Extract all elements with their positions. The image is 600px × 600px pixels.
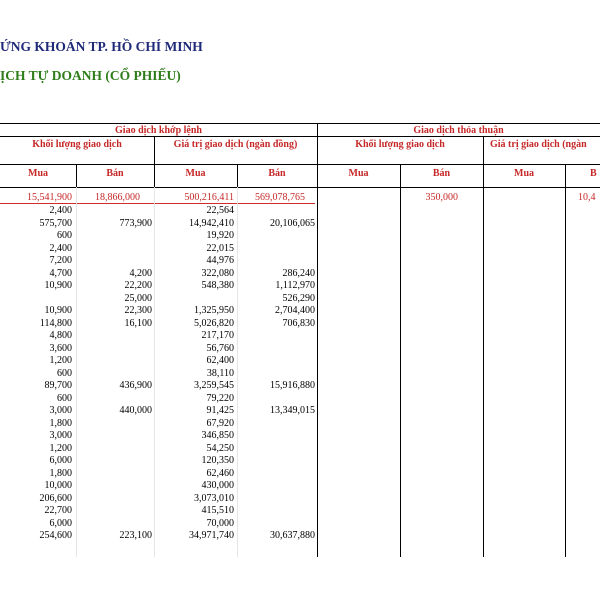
report-title: ỨNG KHOÁN TP. HỒ CHÍ MINH	[0, 39, 203, 54]
volume-buy-cell: 3,000	[49, 405, 72, 416]
volume-buy-cell: 6,000	[49, 455, 72, 466]
value-buy-cell: 322,080	[201, 267, 234, 279]
volume-buy-cell: 10,900	[44, 305, 72, 316]
table-row	[0, 343, 600, 356]
header-divider-2	[0, 164, 600, 165]
value-sell-cell: 706,830	[282, 317, 315, 329]
value-buy-cell: 67,920	[206, 417, 234, 429]
data-rows	[0, 205, 600, 543]
table-row	[0, 330, 600, 343]
volume-buy-cell: 10,000	[44, 480, 72, 491]
value-sell-cell: 20,106,065	[270, 217, 315, 229]
header-sell-3: Bán	[432, 168, 451, 179]
volume-sell-cell: 223,100	[119, 530, 152, 541]
volume-buy-cell: 4,700	[49, 267, 72, 279]
volume-buy-cell: 3,000	[49, 430, 72, 441]
table-row	[0, 443, 600, 456]
table-row	[0, 305, 600, 318]
volume-sell-cell: 773,900	[119, 217, 152, 229]
total-volume-buy: 15,541,900	[27, 192, 72, 203]
table-row	[0, 255, 600, 268]
volume-buy-cell: 1,800	[49, 467, 72, 479]
value-buy-cell: 34,971,740	[189, 530, 234, 541]
table-row	[0, 380, 600, 393]
table-row	[0, 318, 600, 331]
total-negotiated-value-sell: 10,4	[578, 192, 596, 203]
header-matched-value: Giá trị giao dịch (ngàn đồng)	[173, 139, 298, 150]
volume-sell-cell: 22,200	[124, 280, 152, 291]
table-row	[0, 493, 600, 506]
volume-buy-cell: 22,700	[44, 505, 72, 516]
total-negotiated-volume-sell: 350,000	[425, 192, 458, 203]
value-buy-cell: 217,170	[201, 330, 234, 341]
table-row	[0, 368, 600, 381]
value-sell-cell: 13,349,015	[270, 405, 315, 416]
table-row	[0, 268, 600, 281]
header-sell-1: Bán	[106, 168, 124, 179]
volume-buy-cell: 89,700	[44, 380, 72, 391]
volume-buy-cell: 1,200	[49, 355, 72, 366]
value-buy-cell: 346,850	[201, 430, 234, 441]
volume-buy-cell: 2,400	[49, 242, 72, 254]
value-buy-cell: 44,976	[206, 255, 234, 266]
value-buy-cell: 14,942,410	[189, 217, 234, 229]
value-sell-cell: 286,240	[282, 267, 315, 279]
value-sell-cell: 1,112,970	[275, 280, 315, 291]
volume-sell-cell: 4,200	[129, 267, 152, 279]
value-buy-cell: 56,760	[206, 342, 234, 354]
value-buy-cell: 70,000	[206, 517, 234, 529]
value-buy-cell: 19,920	[206, 230, 234, 241]
header-buy-1: Mua	[28, 168, 48, 179]
value-buy-cell: 62,460	[206, 467, 234, 479]
value-buy-cell: 22,015	[206, 242, 234, 254]
volume-sell-cell: 440,000	[119, 405, 152, 416]
table-row	[0, 468, 600, 481]
value-sell-cell: 30,637,880	[270, 530, 315, 541]
value-sell-cell: 15,916,880	[270, 380, 315, 391]
volume-buy-cell: 206,600	[39, 492, 72, 504]
volume-buy-cell: 4,800	[49, 330, 72, 341]
header-sell-2: Bán	[268, 168, 286, 179]
volume-buy-cell: 600	[57, 392, 72, 404]
value-buy-cell: 22,564	[206, 205, 234, 216]
table-row	[0, 518, 600, 531]
volume-buy-cell: 3,600	[49, 342, 72, 354]
table-row	[0, 405, 600, 418]
header-sell-4: B	[590, 168, 597, 179]
table-row	[0, 355, 600, 368]
volume-sell-cell: 22,300	[124, 305, 152, 316]
volume-buy-cell: 1,800	[49, 417, 72, 429]
table-row	[0, 243, 600, 256]
table-row	[0, 530, 600, 543]
header-buy-3: Mua	[348, 168, 369, 179]
volume-sell-cell: 25,000	[124, 292, 152, 304]
total-volume-sell: 18,866,000	[95, 192, 140, 203]
value-buy-cell: 62,400	[206, 355, 234, 366]
table-row	[0, 418, 600, 431]
value-buy-cell: 38,110	[206, 367, 234, 379]
volume-buy-cell: 10,900	[44, 280, 72, 291]
volume-buy-cell: 254,600	[39, 530, 72, 541]
header-matched-volume: Khối lượng giao dịch	[32, 139, 122, 150]
value-buy-cell: 3,073,010	[194, 492, 234, 504]
volume-sell-cell: 436,900	[119, 380, 152, 391]
volume-buy-cell: 114,800	[39, 317, 72, 329]
volume-buy-cell: 600	[57, 367, 72, 379]
value-buy-cell: 430,000	[201, 480, 234, 491]
value-buy-cell: 54,250	[206, 442, 234, 454]
header-negotiated-volume: Khối lượng giao dịch	[355, 139, 445, 150]
header-bottom-border	[0, 187, 600, 188]
volume-buy-cell: 575,700	[39, 217, 72, 229]
header-negotiated-value: Giá trị giao dịch (ngàn	[490, 139, 587, 150]
value-buy-cell: 120,350	[201, 455, 234, 466]
header-group-negotiated: Giao dịch thỏa thuận	[413, 125, 504, 136]
table-row	[0, 205, 600, 218]
total-value-sell: 569,078,765	[255, 192, 305, 203]
header-group-matched: Giao dịch khớp lệnh	[115, 125, 202, 136]
table-row	[0, 280, 600, 293]
volume-buy-cell: 1,200	[49, 442, 72, 454]
value-buy-cell: 415,510	[201, 505, 234, 516]
value-buy-cell: 5,026,820	[194, 317, 234, 329]
volume-sell-cell: 16,100	[124, 317, 152, 329]
value-buy-cell: 79,220	[206, 392, 234, 404]
value-sell-cell: 526,290	[282, 292, 315, 304]
table-row	[0, 455, 600, 468]
header-divider-1	[0, 136, 600, 137]
value-sell-cell: 2,704,400	[275, 305, 315, 316]
table-top-border	[0, 123, 600, 124]
value-buy-cell: 548,380	[201, 280, 234, 291]
value-buy-cell: 1,325,950	[194, 305, 234, 316]
header-buy-4: Mua	[514, 168, 534, 179]
volume-buy-cell: 600	[57, 230, 72, 241]
table-row	[0, 293, 600, 306]
table-row	[0, 230, 600, 243]
volume-buy-cell: 7,200	[49, 255, 72, 266]
total-value-buy: 500,216,411	[184, 192, 234, 203]
col-sep-7	[565, 164, 566, 187]
table-row	[0, 430, 600, 443]
value-buy-cell: 3,259,545	[194, 380, 234, 391]
table-row	[0, 393, 600, 406]
value-buy-cell: 91,425	[206, 405, 234, 416]
report-subtitle: ỊCH TỰ DOANH (CỔ PHIẾU)	[0, 68, 181, 83]
negotiated-sub-separator	[483, 136, 484, 187]
volume-buy-cell: 6,000	[49, 517, 72, 529]
table-row	[0, 480, 600, 493]
volume-buy-cell: 2,400	[49, 205, 72, 216]
table-row	[0, 505, 600, 518]
table-row	[0, 218, 600, 231]
header-buy-2: Mua	[185, 168, 206, 179]
